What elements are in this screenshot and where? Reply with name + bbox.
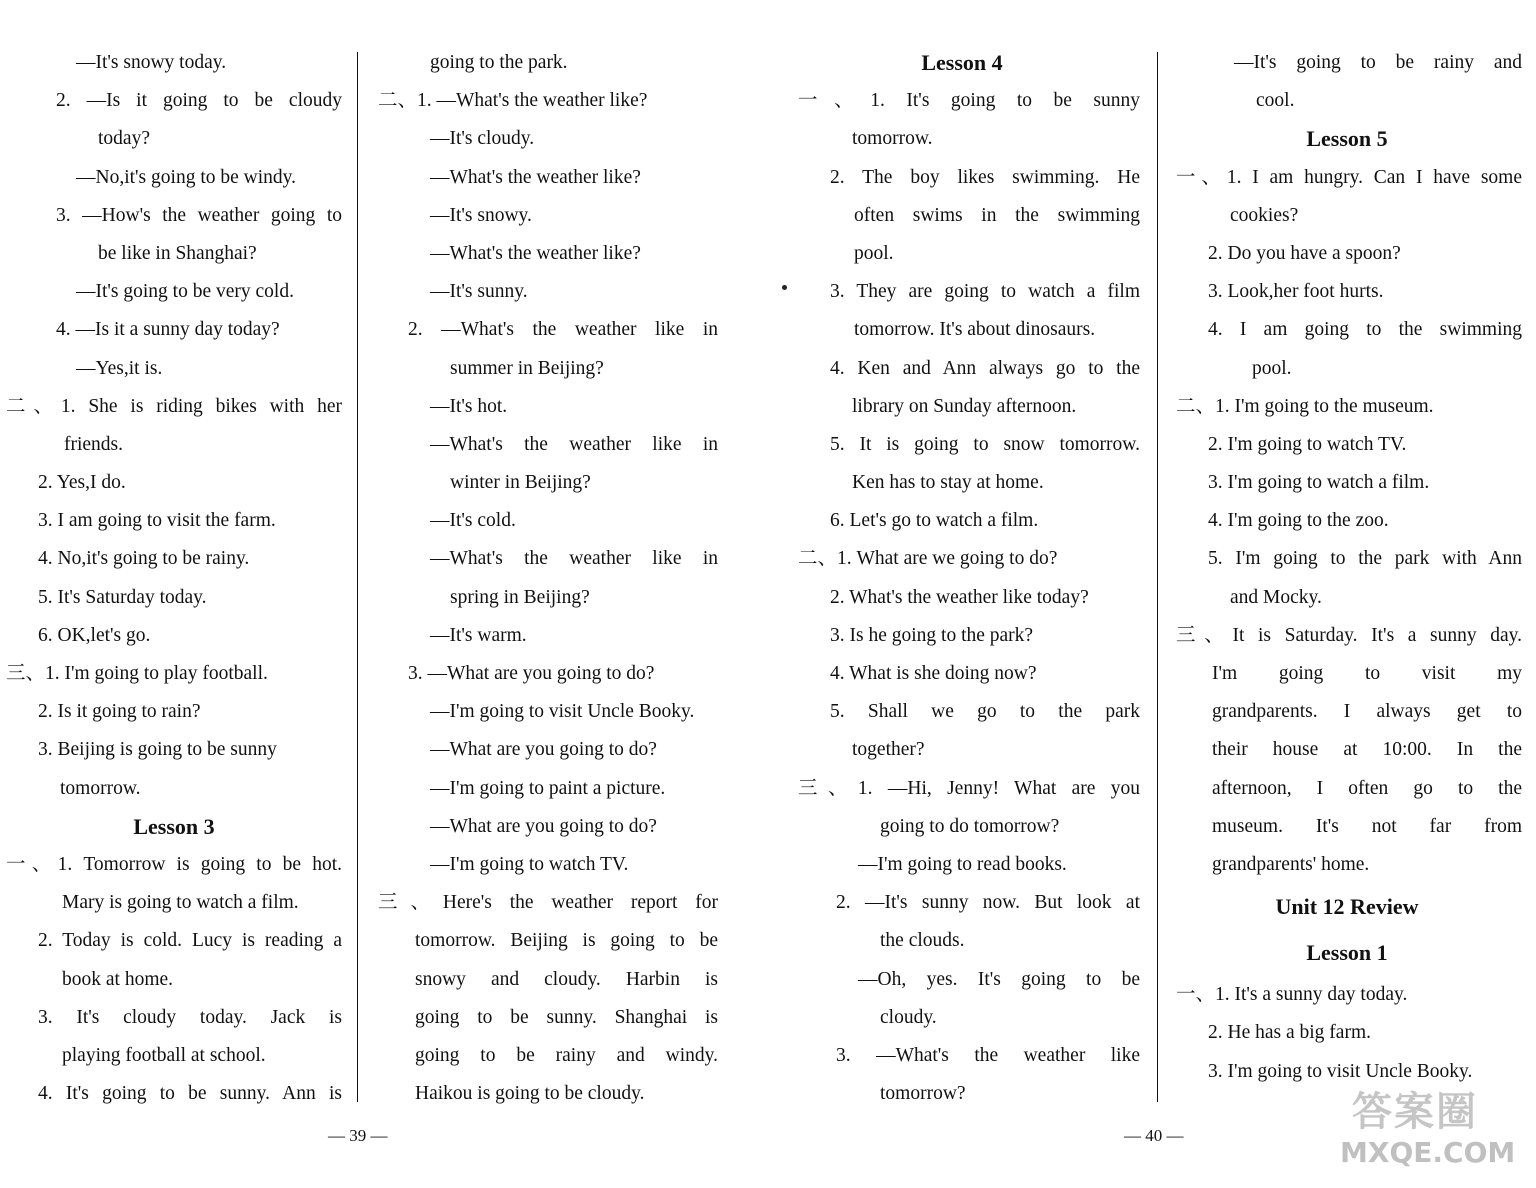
answer-line: 3. They are going to watch a film	[830, 281, 1140, 303]
answer-line: museum. It's not far from	[1212, 815, 1522, 837]
answer-line: 4. Ken and Ann always go to the	[830, 357, 1140, 379]
answer-line: —Oh, yes. It's going to be	[858, 968, 1140, 990]
answer-line: grandparents. I always get to	[1212, 701, 1522, 723]
answer-line: —What are you going to do?	[430, 739, 657, 761]
answer-line: 2. Is it going to rain?	[38, 701, 201, 723]
answer-line: —It's cold.	[430, 510, 516, 532]
answer-line: —It's going to be very cold.	[76, 281, 294, 303]
answer-line: —No,it's going to be windy.	[76, 166, 296, 188]
answer-line: going to the park.	[430, 52, 568, 73]
answer-line: 6. Let's go to watch a film.	[830, 510, 1039, 532]
answer-line: —I'm going to read books.	[858, 853, 1067, 875]
answer-line: 4. No,it's going to be rainy.	[38, 548, 250, 570]
answer-line: 4. I am going to the swimming	[1208, 319, 1522, 341]
column-1	[6, 44, 342, 1113]
section-heading: Lesson 1	[1306, 940, 1388, 966]
answer-line: playing football at school.	[62, 1044, 266, 1066]
answer-line: together?	[852, 739, 925, 761]
answer-line: 4. I'm going to the zoo.	[1208, 510, 1389, 532]
answer-line: 2. Yes,I do.	[38, 472, 126, 494]
answer-line: often swims in the swimming	[854, 204, 1140, 226]
answer-line: tomorrow.	[852, 128, 933, 150]
answer-line: 2. What's the weather like today?	[830, 586, 1089, 608]
answer-line: 3. —What are you going to do?	[408, 663, 655, 684]
column-2	[378, 44, 718, 1113]
answer-line: 3. I am going to visit the farm.	[38, 510, 276, 532]
answer-line: snowy and cloudy. Harbin is	[415, 968, 718, 990]
section-heading: Lesson 4	[921, 50, 1003, 75]
answer-line: 二、1. —What's the weather like?	[378, 90, 648, 112]
answer-line: 2. Do you have a spoon?	[1208, 242, 1401, 264]
answer-line: —It's snowy.	[430, 204, 532, 226]
answer-line: 6. OK,let's go.	[38, 624, 151, 646]
answer-line: 一、1. It's going to be sunny	[798, 90, 1140, 112]
answer-line: tomorrow.	[60, 777, 141, 799]
answer-line: —What's the weather like in	[430, 433, 718, 455]
answer-line: cool.	[1256, 90, 1295, 112]
section-heading: Lesson 3	[133, 813, 215, 839]
answer-line: going to do tomorrow?	[880, 815, 1060, 837]
answer-line: —I'm going to paint a picture.	[430, 777, 666, 799]
answer-line: afternoon, I often go to the	[1212, 777, 1522, 799]
answer-line: going to be sunny. Shanghai is	[415, 1006, 718, 1028]
answer-line: 3. I'm going to visit Uncle Booky.	[1208, 1060, 1473, 1082]
answer-line: Haikou is going to be cloudy.	[415, 1083, 645, 1105]
answer-line: be like in Shanghai?	[98, 242, 257, 264]
answer-line: tomorrow. It's about dinosaurs.	[854, 319, 1096, 341]
answer-line: —It's hot.	[430, 395, 508, 417]
answer-line: 三、Here's the weather report for	[378, 892, 718, 914]
answer-line: 3. Beijing is going to be sunny	[38, 739, 277, 761]
answer-line: 3. Look,her foot hurts.	[1208, 281, 1384, 303]
page-number-left: — 39 —	[328, 1126, 388, 1145]
answer-line: 5. I'm going to the park with Ann	[1208, 548, 1522, 570]
answer-line: —I'm going to visit Uncle Booky.	[430, 701, 695, 723]
column-divider	[1157, 52, 1158, 1102]
answer-line: 2. —Is it going to be cloudy	[56, 90, 342, 112]
answer-line: —It's sunny.	[430, 281, 528, 303]
answer-line: 二、1. What are we going to do?	[798, 548, 1058, 570]
page-number-right: — 40 —	[1124, 1126, 1184, 1145]
answer-line: —What's the weather like?	[430, 242, 641, 264]
answer-line: 2. —It's sunny now. But look at	[836, 892, 1140, 914]
answer-line: and Mocky.	[1230, 586, 1322, 608]
answer-line: cloudy.	[880, 1006, 937, 1028]
answer-line: spring in Beijing?	[450, 586, 590, 608]
answer-line: 三、1. I'm going to play football.	[6, 663, 268, 684]
answer-line: 2. He has a big farm.	[1208, 1022, 1371, 1044]
answer-line: —It's snowy today.	[76, 52, 227, 73]
answer-line: 2. Today is cold. Lucy is reading a	[38, 930, 342, 952]
answer-line: pool.	[854, 242, 894, 264]
answer-line: 2. The boy likes swimming. He	[830, 166, 1140, 188]
answer-line: book at home.	[62, 968, 174, 990]
answer-line: Ken has to stay at home.	[852, 472, 1044, 494]
answer-line: 4. What is she doing now?	[830, 663, 1037, 684]
answer-line: 一、1. Tomorrow is going to be hot.	[6, 853, 342, 875]
answer-line: 三、1. —Hi, Jenny! What are you	[798, 777, 1140, 799]
answer-line: 一、1. It's a sunny day today.	[1176, 984, 1408, 1006]
answer-line: winter in Beijing?	[450, 472, 591, 494]
answer-line: summer in Beijing?	[450, 357, 604, 379]
answer-line: —What's the weather like in	[430, 548, 718, 570]
answer-line: —What are you going to do?	[430, 815, 657, 837]
answer-line: I'm going to visit my	[1212, 663, 1522, 684]
column-4	[1172, 44, 1522, 1091]
answer-line: 2. —What's the weather like in	[408, 319, 718, 341]
answer-line: 5. It is going to snow tomorrow.	[830, 433, 1140, 455]
answer-line: tomorrow. Beijing is going to be	[415, 930, 718, 952]
answer-line: going to be rainy and windy.	[415, 1044, 718, 1066]
answer-line: —It's warm.	[430, 624, 527, 646]
answer-line: tomorrow?	[880, 1083, 966, 1105]
answer-line: 4. It's going to be sunny. Ann is	[38, 1083, 342, 1105]
column-divider	[357, 52, 358, 1102]
answer-line: 二、1. I'm going to the museum.	[1176, 395, 1434, 417]
answer-line: 2. I'm going to watch TV.	[1208, 433, 1407, 455]
answer-line: —What's the weather like?	[430, 166, 641, 188]
watermark-logo: 答案圈	[1352, 1089, 1478, 1135]
answer-line: 3. Is he going to the park?	[830, 624, 1034, 646]
watermark-url: MXQE.COM	[1340, 1136, 1516, 1169]
answer-line: cookies?	[1230, 204, 1299, 226]
answer-line: —Yes,it is.	[76, 357, 163, 379]
answer-line: 3. I'm going to watch a film.	[1208, 472, 1430, 494]
section-heading: Lesson 5	[1306, 126, 1388, 152]
answer-line: 4. —Is it a sunny day today?	[56, 319, 280, 341]
answer-line: 3. It's cloudy today. Jack is	[38, 1006, 342, 1028]
answer-line: Mary is going to watch a film.	[62, 892, 299, 914]
answer-line: —It's going to be rainy and	[1234, 52, 1522, 73]
column-3	[784, 44, 1140, 1113]
answer-line: library on Sunday afternoon.	[852, 395, 1077, 417]
answer-line: 5. It's Saturday today.	[38, 586, 207, 608]
answer-line: their house at 10:00. In the	[1212, 739, 1522, 761]
answer-line: friends.	[64, 433, 124, 455]
answer-line: today?	[98, 128, 150, 150]
answer-line: 一、1. I am hungry. Can I have some	[1176, 166, 1522, 188]
answer-line: 二、1. She is riding bikes with her	[6, 395, 342, 417]
print-dot	[782, 285, 787, 290]
answer-line: pool.	[1252, 357, 1292, 379]
answer-line: the clouds.	[880, 930, 965, 952]
answer-line: —I'm going to watch TV.	[430, 853, 629, 875]
watermark	[1340, 1080, 1526, 1180]
answer-line: 5. Shall we go to the park	[830, 701, 1140, 723]
answer-line: 3. —What's the weather like	[836, 1044, 1140, 1066]
answer-line: 3. —How's the weather going to	[56, 204, 342, 226]
answer-line: —It's cloudy.	[430, 128, 535, 150]
answer-line: grandparents' home.	[1212, 853, 1370, 875]
answer-line: 三、It is Saturday. It's a sunny day.	[1176, 624, 1522, 646]
section-heading: Unit 12 Review	[1275, 894, 1419, 920]
